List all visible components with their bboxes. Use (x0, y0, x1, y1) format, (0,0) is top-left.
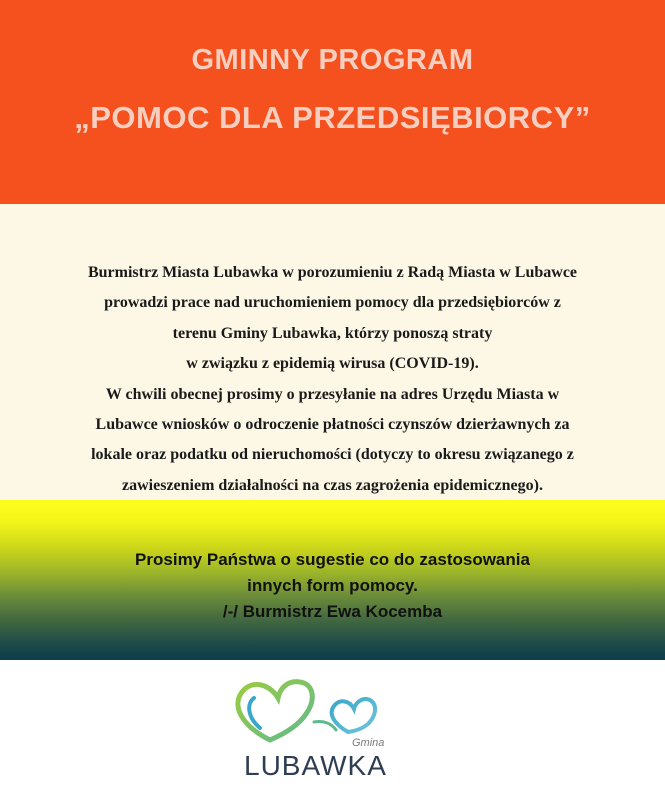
announcement-line: W chwili obecnej prosimy o przesyłanie na adres Urzędu Miasta w (105, 385, 560, 403)
lubawka-wordmark: LUBAWKA (244, 750, 387, 781)
announcement-line: zawieszeniem działalności na czas zagrożenia epidemicznego). (122, 476, 543, 494)
announcement-section (0, 204, 665, 500)
announcement-line: Lubawce wniosków o odroczenie płatności czynszów dzierżawnych za (95, 416, 570, 434)
announcement-line: Burmistrz Miasta Lubawka w porozumieniu z Radą Miasta w Lubawce (87, 264, 578, 281)
announcement-line: lokale oraz podatku od nieruchomości (dotyczy to okresu związanego z (91, 446, 574, 464)
appeal-text (0, 547, 665, 625)
header-banner (0, 0, 665, 204)
gmina-lubawka-logo (230, 670, 400, 795)
announcement-line: terenu Gminy Lubawka, którzy ponoszą straty (172, 324, 493, 342)
program-title: GMINNY PROGRAM (191, 44, 474, 76)
announcement-text (0, 258, 665, 501)
signature-line: /-/ Burmistrz Ewa Kocemba (222, 602, 443, 621)
appeal-section (0, 500, 665, 660)
program-subtitle: „POMOC DLA PRZEDSIĘBIORCY” (74, 100, 591, 135)
gmina-label: Gmina (352, 737, 385, 749)
appeal-line: Prosimy Państwa o sugestie co do zastosowania (135, 550, 530, 569)
appeal-line: innych form pomocy. (247, 576, 418, 595)
announcement-line: w związku z epidemią wirusa (COVID-19). (186, 355, 479, 373)
announcement-line: prowadzi prace nad uruchomieniem pomocy dla przedsiębiorców z (104, 294, 561, 312)
